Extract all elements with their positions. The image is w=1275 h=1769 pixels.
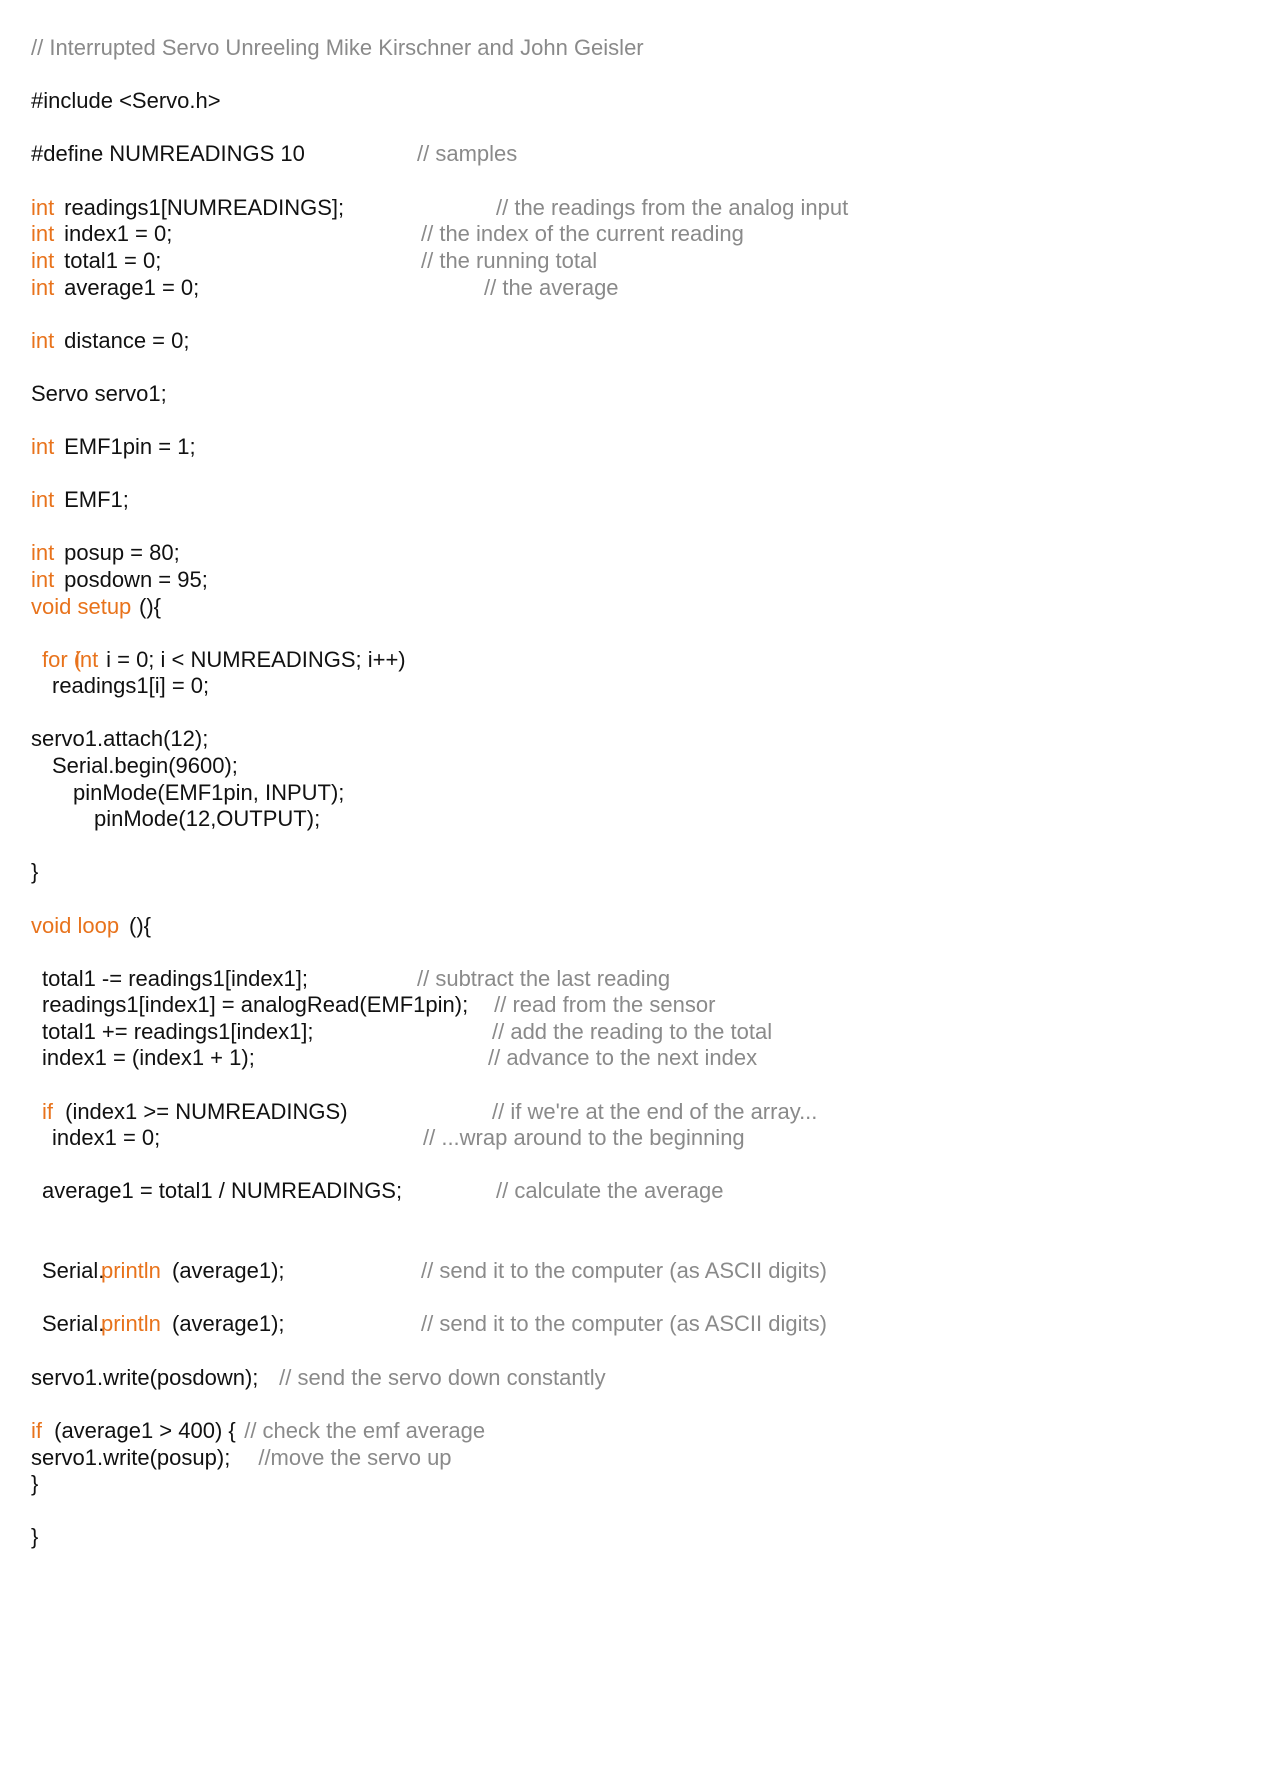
code-line [0,857,1275,887]
code-keyword: int [31,248,55,273]
code-comment: // if we're at the end of the array... [492,1099,818,1124]
code-text: servo1.write(posdown); [31,1365,259,1390]
code-comment: // send it to the computer (as ASCII digits) [421,1258,827,1283]
code-text: posdown = 95; [58,567,208,592]
code-comment: // ...wrap around to the beginning [423,1125,745,1150]
code-text: servo1.attach(12); [31,726,209,751]
code-line [0,246,1275,276]
code-text: average1 = total1 / NUMREADINGS; [42,1178,403,1203]
code-text: index1 = 0; [58,221,173,246]
code-line [0,86,1275,116]
code-line [0,1469,1275,1499]
code-text: average1 = 0; [58,275,200,300]
code-comment: // read from the sensor [488,992,716,1017]
code-keyword: void loop [31,913,120,938]
code-text: pinMode(EMF1pin, INPUT); [73,780,345,805]
code-line [0,804,1275,834]
code-line [0,326,1275,356]
code-text: } [31,859,39,884]
code-line [0,219,1275,249]
code-line [0,990,1275,1020]
code-line [0,1123,1275,1153]
code-line [0,1256,1275,1286]
code-text: index1 = (index1 + 1); [42,1045,255,1070]
code-comment: // the average [484,275,619,300]
code-text: readings1[NUMREADINGS]; [58,195,345,220]
code-keyword: int [31,275,55,300]
code-comment: // the readings from the analog input [496,195,849,220]
code-line [0,1309,1275,1339]
code-text: (index1 >= NUMREADINGS) [59,1099,348,1124]
code-text: (average1); [172,1311,285,1336]
code-text: (){ [139,594,161,619]
code-text: Serial. [42,1311,105,1336]
code-text: Serial.begin(9600); [52,753,238,778]
code-comment: // advance to the next index [488,1045,758,1070]
code-line [0,911,1275,941]
code-text: readings1[i] = 0; [52,673,210,698]
code-comment: // Interrupted Servo Unreeling Mike Kirschner and John Geisler [31,35,644,60]
code-keyword: int [31,221,55,246]
code-keyword: println [101,1258,161,1283]
code-line [0,565,1275,595]
code-line [0,751,1275,781]
code-line [0,724,1275,754]
code-line [0,273,1275,303]
code-text: (){ [129,913,151,938]
code-text: pinMode(12,OUTPUT); [94,806,321,831]
code-line [0,379,1275,409]
code-comment: // send it to the computer (as ASCII digits) [421,1311,827,1336]
code-keyword: int [31,195,55,220]
code-keyword: int [75,647,99,672]
code-text: #define NUMREADINGS 10 [31,141,305,166]
code-keyword: int [31,434,55,459]
code-keyword: int [31,487,55,512]
code-line [0,538,1275,568]
code-text: total1 -= readings1[index1]; [42,966,309,991]
code-comment: // check the emf average [232,1418,486,1443]
code-keyword: int [31,567,55,592]
code-text: (average1 > 400) { [48,1418,236,1443]
code-text: EMF1; [58,487,129,512]
code-keyword: for ( [42,647,82,672]
code-line [0,485,1275,515]
code-keyword: int [31,328,55,353]
code-line [0,33,1275,63]
code-line [0,432,1275,462]
code-text: Servo servo1; [31,381,167,406]
code-text: EMF1pin = 1; [58,434,196,459]
code-comment: // the running total [421,248,598,273]
code-keyword: println [101,1311,161,1336]
code-line [0,1043,1275,1073]
code-line [0,1176,1275,1206]
code-keyword: void setup [31,594,132,619]
code-line [0,671,1275,701]
code-line [0,1522,1275,1552]
code-text: index1 = 0; [52,1125,161,1150]
code-comment: // samples [417,141,518,166]
code-comment: // the index of the current reading [421,221,744,246]
code-text: #include <Servo.h> [31,88,221,113]
code-text: i = 0; i < NUMREADINGS; i++) [100,647,406,672]
code-text: readings1[index1] = analogRead(EMF1pin); [42,992,469,1017]
code-comment: // calculate the average [496,1178,724,1203]
code-text: Serial. [42,1258,105,1283]
code-keyword: int [31,540,55,565]
code-comment: // add the reading to the total [492,1019,773,1044]
code-text: servo1.write(posup); [31,1445,231,1470]
code-text: posup = 80; [58,540,180,565]
code-text: (average1); [172,1258,285,1283]
code-line [0,592,1275,622]
code-text: } [31,1471,39,1496]
code-comment: // send the servo down constantly [273,1365,606,1390]
code-comment: // subtract the last reading [417,966,671,991]
code-text: distance = 0; [58,328,190,353]
code-text: total1 += readings1[index1]; [42,1019,314,1044]
code-line [0,1416,1275,1446]
code-comment: //move the servo up [240,1445,452,1470]
code-keyword: if [42,1099,53,1124]
code-keyword: if [31,1418,42,1443]
code-line [0,139,1275,169]
code-text: } [31,1524,39,1549]
code-line [0,1363,1275,1393]
code-text: total1 = 0; [58,248,162,273]
